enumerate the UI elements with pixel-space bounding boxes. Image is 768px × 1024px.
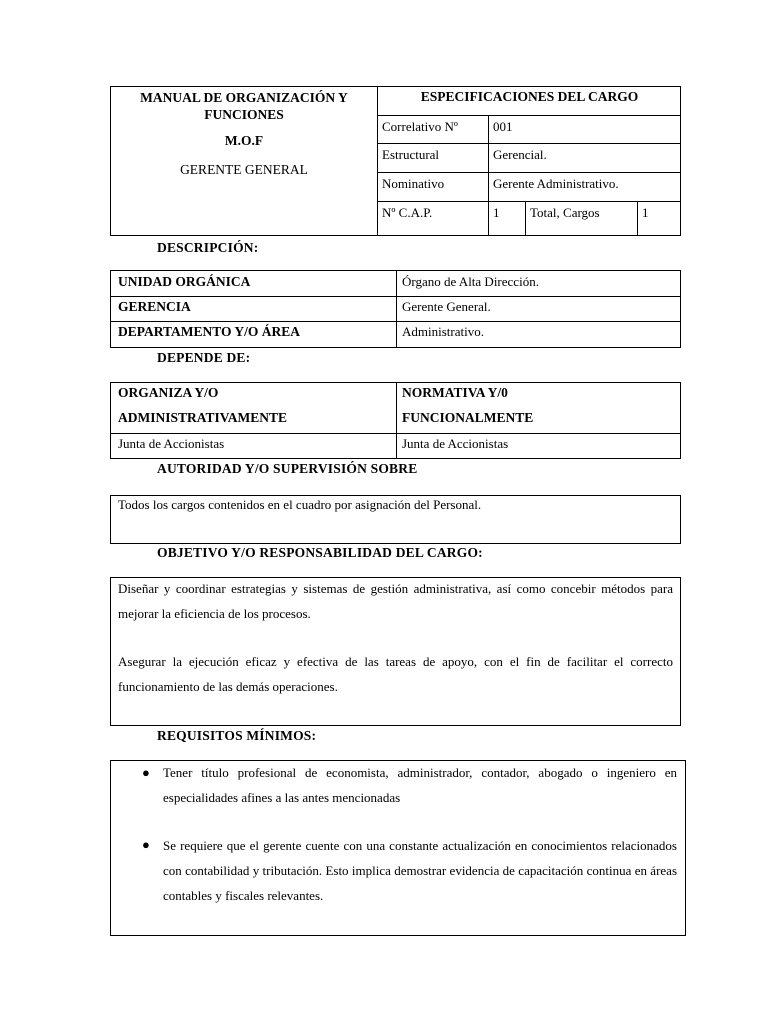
objetivo-heading: OBJETIVO Y/O RESPONSABILIDAD DEL CARGO: <box>157 545 483 560</box>
cap-value: 1 <box>493 205 500 220</box>
normativa-header-line2: FUNCIONALMENTE <box>402 410 534 425</box>
correlativo-label: Correlativo Nº <box>382 119 458 134</box>
nominativo-label: Nominativo <box>382 176 445 191</box>
normativa-header-line1: NORMATIVA Y/0 <box>402 385 508 400</box>
unidad-organica-value: Órgano de Alta Dirección. <box>402 274 539 289</box>
total-cargos-label: Total, Cargos <box>530 205 600 220</box>
autoridad-heading: AUTORIDAD Y/O SUPERVISIÓN SOBRE <box>157 461 418 476</box>
organiza-header-line2: ADMINISTRATIVAMENTE <box>118 410 288 425</box>
requisito-item-1: Tener título profesional de economista, administrador, contador, abogado o ingeniero en especialidades afines a las antes mencionadas <box>163 765 677 805</box>
requisito-item-2: Se requiere que el gerente cuente con una constante actualización en conocimientos relacionados con contabilidad y tributación. Esto implica demostrar evidencia de capacitación continua en áreas contables y fiscales relevantes. <box>163 838 677 903</box>
descripcion-row-divider-2 <box>110 321 681 322</box>
requisitos-heading: REQUISITOS MÍNIMOS: <box>157 728 317 743</box>
correlativo-value: 001 <box>493 119 513 134</box>
objetivo-paragraph-1: Diseñar y coordinar estrategias y sistemas de gestión administrativa, así como concebir métodos para mejorar la eficiencia de los procesos. <box>118 581 673 621</box>
depende-row-divider <box>110 433 681 434</box>
header-row-divider-3 <box>377 201 681 202</box>
total-cargos-value: 1 <box>642 205 649 220</box>
header-cap-divider-1 <box>525 201 526 236</box>
header-cap-divider-2 <box>637 201 638 236</box>
header-left-divider <box>377 86 378 236</box>
mof-abbreviation: M.O.F <box>224 133 264 148</box>
objetivo-paragraph-2: Asegurar la ejecución eficaz y efectiva de las tareas de apoyo, con el fin de facilitar el correcto funcionamiento de las demás operaciones. <box>118 654 673 694</box>
header-right-title-divider <box>377 115 681 116</box>
depende-heading: DEPENDE DE: <box>157 350 251 365</box>
descripcion-heading: DESCRIPCIÓN: <box>157 240 259 255</box>
normativa-value: Junta de Accionistas <box>402 436 509 451</box>
gerencia-label: GERENCIA <box>118 299 191 314</box>
specifications-title: ESPECIFICACIONES DEL CARGO <box>420 89 639 104</box>
bullet-icon: ● <box>142 837 150 852</box>
position-title: GERENTE GENERAL <box>180 162 308 177</box>
nominativo-value: Gerente Administrativo. <box>493 176 619 191</box>
departamento-value: Administrativo. <box>402 324 484 339</box>
bullet-icon: ● <box>142 765 150 780</box>
organiza-value: Junta de Accionistas <box>118 436 225 451</box>
depende-col-divider <box>396 382 397 459</box>
estructural-value: Gerencial. <box>493 147 547 162</box>
header-row-divider-2 <box>377 172 681 173</box>
descripcion-col-divider <box>396 270 397 348</box>
cap-label: Nº C.A.P. <box>382 205 433 220</box>
estructural-label: Estructural <box>382 147 440 162</box>
autoridad-text: Todos los cargos contenidos en el cuadro por asignación del Personal. <box>118 497 482 512</box>
descripcion-row-divider-1 <box>110 296 681 297</box>
gerencia-value: Gerente General. <box>402 299 491 314</box>
header-row-divider-1 <box>377 143 681 144</box>
mof-title: MANUAL DE ORGANIZACIÓN Y FUNCIONES <box>140 90 348 122</box>
header-col-divider <box>488 115 489 236</box>
organiza-header-line1: ORGANIZA Y/O <box>118 385 219 400</box>
departamento-label: DEPARTAMENTO Y/O ÁREA <box>118 324 301 339</box>
unidad-organica-label: UNIDAD ORGÁNICA <box>118 274 251 289</box>
